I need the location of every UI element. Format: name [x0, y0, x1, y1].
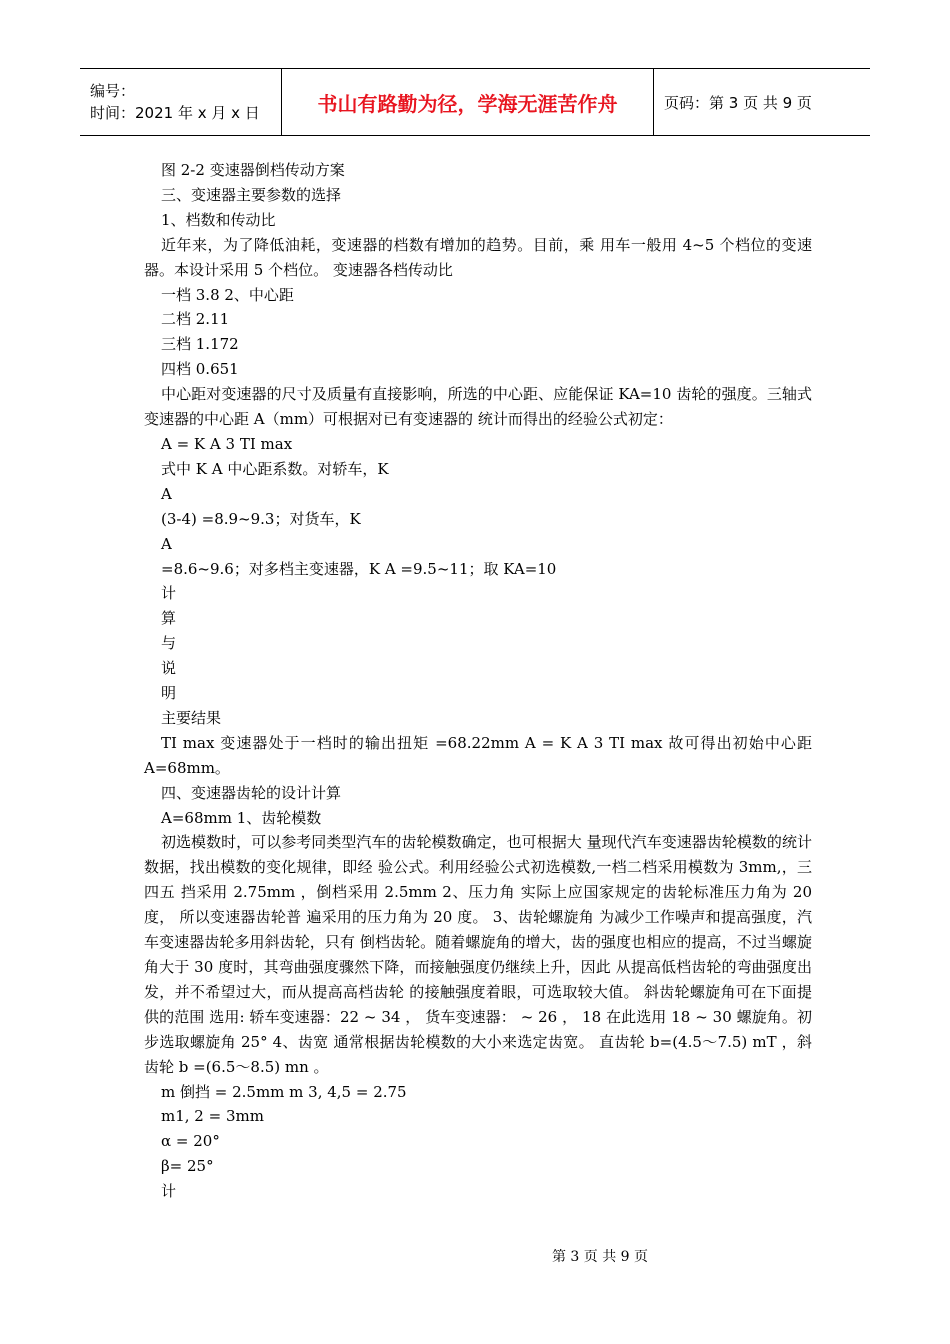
- header-page-code: 页码：第 3 页 共 9 页: [664, 93, 812, 112]
- document-number-label: 编号：: [90, 82, 136, 100]
- text-line: 计: [161, 584, 177, 603]
- header-motto: 书山有路勤为径，学海无涯苦作舟: [282, 69, 654, 135]
- text-line: 四档 0.651: [161, 360, 239, 379]
- text-line: 式中 K A 中心距系数。对轿车，K: [161, 459, 389, 478]
- formula-line: β= 25°: [161, 1157, 214, 1176]
- document-date-label: 时间：2021 年 x 月 x 日: [90, 104, 260, 122]
- formula-line: α = 20°: [161, 1132, 220, 1151]
- text-line: 计: [161, 1182, 177, 1201]
- text-line: 三档 1.172: [161, 335, 239, 354]
- page-footer: [0, 1246, 950, 1266]
- footer-page-number: 第 3 页 共 9 页: [551, 1249, 649, 1265]
- text-line: A: [161, 484, 172, 503]
- section-heading: 三、变速器主要参数的选择: [161, 185, 342, 204]
- text-line: =8.6~9.6；对多档主变速器，K A =9.5~11；取 KA=10: [161, 559, 557, 578]
- section-heading: 四、变速器齿轮的设计计算: [161, 783, 342, 802]
- paragraph: 初选模数时，可以参考同类型汽车的齿轮模数确定，也可根据大 量现代汽车变速器齿轮模数的统计数据，找出模数的变化规律，即经 验公式。利用经验公式初选模数,一档二档采用模数为 3mm,，三四五 挡采用 2.75mm ，倒档采用 2.5mm 2、压力角 实际上应国家规定的齿轮标准压力角为 20 度， 所以变速器齿轮普 遍采用的压力角为 20 度。 3、齿轮螺旋角 为减少工作噪声和提高强度，汽车变速器齿轮多用斜齿轮，只有 倒档齿轮。随着螺旋角的增大，齿的强度也相应的提高，不过当螺旋 角大于 30 度时，其弯曲强度骤然下降，而接触强度仍继续上升，因此 从提高低档齿轮的弯曲强度出发，并不希望过大，而从提高高档齿轮 的接触强度着眼，可选取较大值。 斜齿轮螺旋角可在下面提供的范围 选用: 轿车变速器：22 ~ 34 ， 货车变速器： ~ 26 ， 18 在此选用 18 ~ 30 螺旋角。初步选取螺旋角 25° 4、齿宽 通常根据齿轮模数的大小来选定齿宽。 直齿轮 b=(4.5～7.5) mT ，斜齿轮 b =(6.5～8.5) mn 。: [144, 833, 812, 1076]
- document-body: [144, 158, 812, 1204]
- paragraph: TI max 变速器处于一档时的输出扭矩 =68.22mm A = K A 3 TI max 故可得出初始中心距 A=68mm。: [144, 733, 812, 777]
- text-line: 说: [161, 659, 177, 678]
- formula-line: m1, 2 = 3mm: [161, 1107, 264, 1126]
- formula-line: m 倒挡 = 2.5mm m 3, 4,5 = 2.75: [161, 1082, 407, 1101]
- text-line: 二档 2.11: [161, 310, 230, 329]
- subsection-heading: 1、档数和传动比: [161, 210, 276, 229]
- formula-line: A = K A 3 TI max: [161, 434, 293, 453]
- header-meta: [80, 69, 282, 135]
- page-header: [80, 68, 870, 136]
- text-line: 主要结果: [161, 708, 222, 727]
- text-line: 明: [161, 684, 177, 703]
- text-line: A=68mm 1、齿轮模数: [161, 808, 322, 827]
- text-line: 一档 3.8 2、中心距: [161, 285, 294, 304]
- text-line: 算: [161, 609, 177, 628]
- text-line: 与: [161, 634, 177, 653]
- figure-caption: 图 2-2 变速器倒档传动方案: [161, 161, 345, 179]
- paragraph: 近年来，为了降低油耗，变速器的档数有增加的趋势。目前，乘 用车一般用 4~5 个档位的变速器。本设计采用 5 个档位。 变速器各档传动比: [144, 235, 812, 279]
- paragraph: 中心距对变速器的尺寸及质量有直接影响，所选的中心距、应能保证 KA=10 齿轮的强度。三轴式变速器的中心距 A（mm）可根据对已有变速器的 统计而得出的经验公式初定：: [144, 385, 812, 429]
- text-line: (3-4) =8.9~9.3；对货车，K: [161, 509, 361, 528]
- text-line: A: [161, 534, 172, 553]
